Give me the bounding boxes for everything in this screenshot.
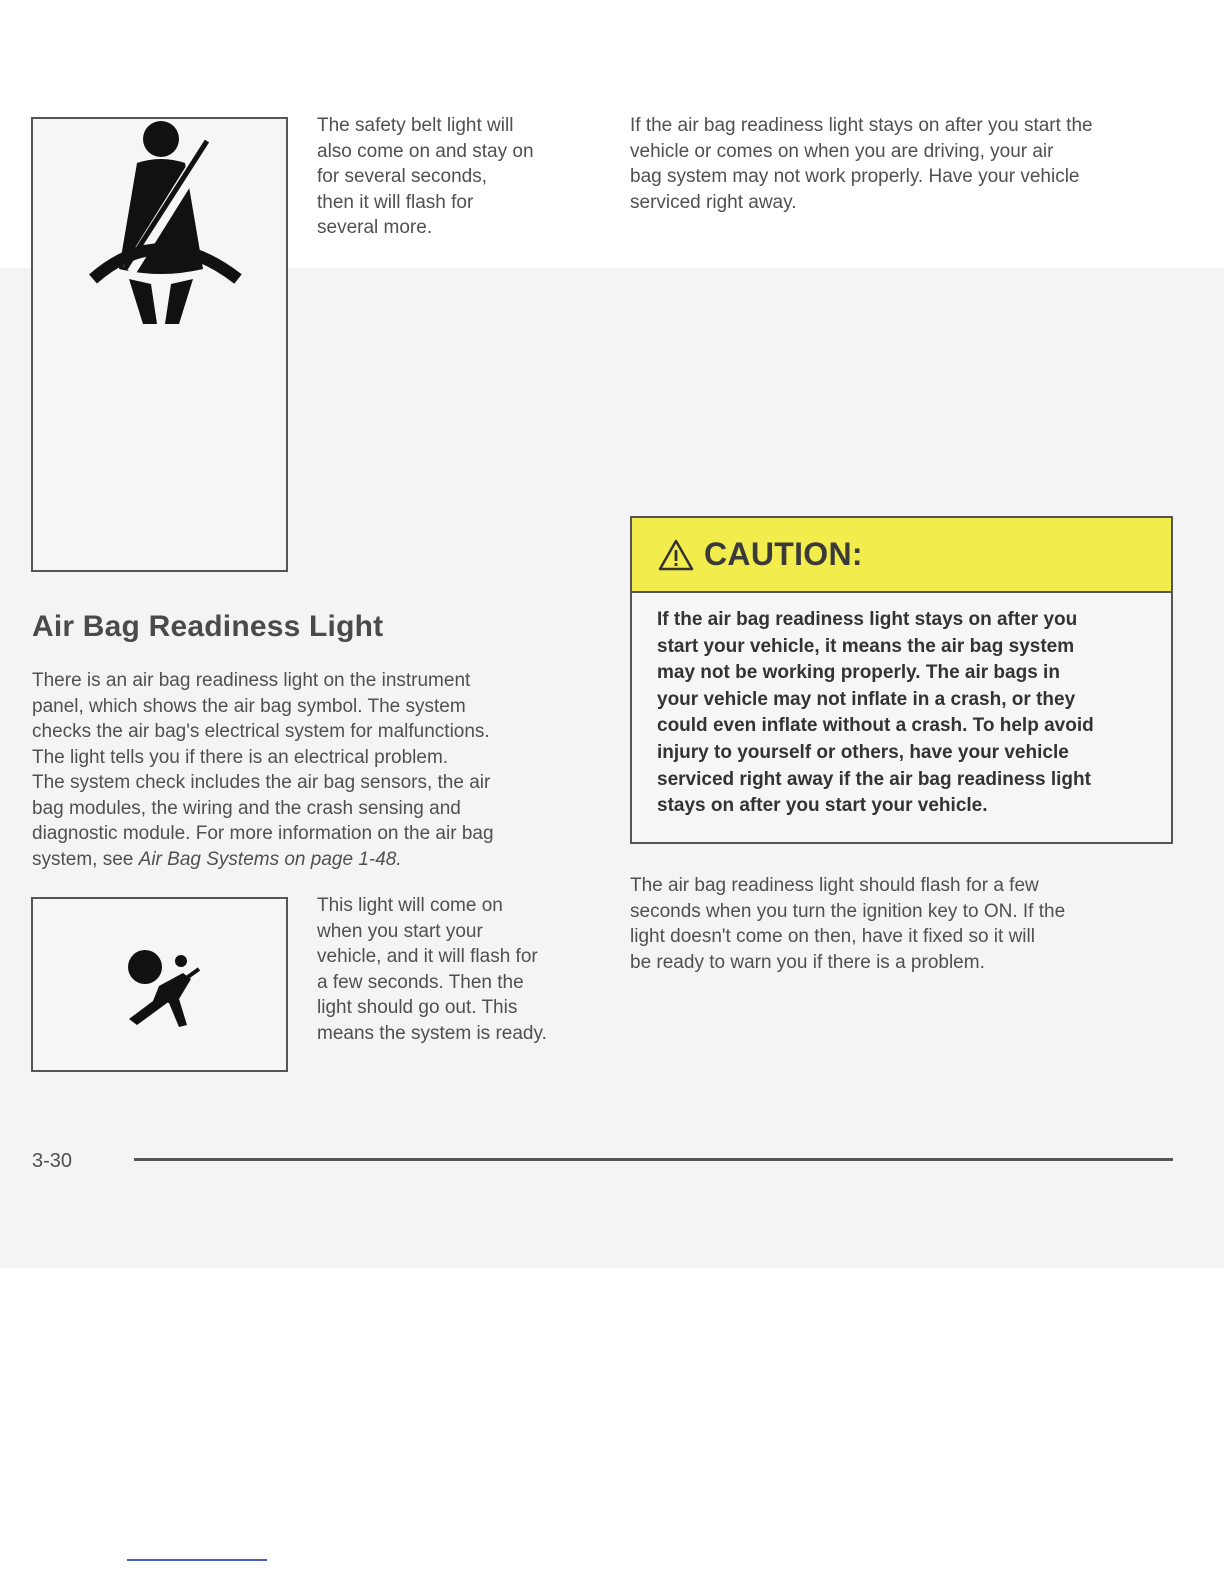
airbag-caption-line: vehicle, and it will flash for [317, 946, 538, 967]
airbag-caption-line: a few seconds. Then the [317, 971, 524, 993]
paragraph-line: There is an air bag readiness light on the instrument [32, 670, 471, 691]
bottom-link-underline [127, 1559, 267, 1561]
air-bag-readiness-paragraph [32, 668, 494, 872]
page-number: 3-30 [32, 1150, 73, 1172]
caution-line: If the air bag readiness light stays on after you [657, 609, 1078, 630]
air-bag-readiness-icon [33, 899, 286, 1070]
airbag-caption-line: when you start your [317, 920, 483, 942]
caution-line: start your vehicle, it means the air bag system [657, 635, 1075, 657]
caution-box [630, 516, 1173, 844]
caution-line: injury to yourself or others, have your vehicle [657, 741, 1069, 763]
paragraph-line: panel, which shows the air bag symbol. The system [32, 695, 466, 717]
outro-line: The air bag readiness light should flash for a few [630, 875, 1039, 896]
airbag-caption-line: means the system is ready. [317, 1022, 547, 1044]
airbag-caption-line: This light will come on [317, 895, 503, 916]
paragraph-line: The system check includes the air bag sensors, the air [32, 772, 491, 793]
paragraph-line: bag modules, the wiring and the crash sensing and [32, 797, 461, 819]
belt-caption-line: The safety belt light will [317, 115, 514, 136]
caution-line: may not be working properly. The air bags in [657, 662, 1060, 684]
air-bag-caption [317, 893, 547, 1046]
section-heading: Air Bag Readiness Light [32, 610, 384, 643]
intro-line: serviced right away. [630, 191, 797, 213]
outro-line: be ready to warn you if there is a problem. [630, 951, 985, 973]
caution-line: stays on after you start your vehicle. [657, 795, 988, 817]
caution-line: your vehicle may not inflate in a crash, or they [657, 688, 1076, 710]
caution-header [632, 518, 1171, 593]
intro-line: bag system may not work properly. Have your vehicle [630, 166, 1080, 187]
caution-line: could even inflate without a crash. To help avoid [657, 715, 1094, 737]
intro-line: If the air bag readiness light stays on after you start the [630, 115, 1093, 136]
paragraph-line: checks the air bag's electrical system for malfunctions. [32, 721, 490, 742]
air-bag-systems-link[interactable]: Air Bag Systems on page 1-48. [138, 848, 402, 870]
belt-caption-line: also come on and stay on [317, 140, 534, 162]
safety-belt-reminder-icon [33, 119, 286, 570]
paragraph-line: diagnostic module. For more information on the air bag [32, 823, 494, 844]
outro-line: light doesn't come on then, have it fixed so it will [630, 926, 1035, 947]
paragraph-line: The light tells you if there is an electrical problem. [32, 746, 449, 768]
air-bag-figure [31, 897, 288, 1072]
belt-caption-line: several more. [317, 217, 433, 238]
safety-belt-caption [317, 113, 534, 241]
outro-line: seconds when you turn the ignition key to ON. If the [630, 900, 1066, 922]
right-intro-paragraph [630, 113, 1093, 215]
warning-triangle-icon [658, 539, 694, 571]
belt-caption-line: for several seconds, [317, 166, 488, 187]
caution-title: CAUTION: [704, 536, 863, 572]
paragraph-last-prefix: system, see [32, 848, 139, 870]
paragraph-line-last [32, 847, 494, 873]
airbag-caption-line: light should go out. This [317, 997, 518, 1018]
intro-line: vehicle or comes on when you are driving, your air [630, 140, 1054, 162]
footer-rule [134, 1158, 1173, 1161]
safety-belt-image-box [31, 117, 288, 572]
belt-caption-line: then it will flash for [317, 191, 474, 213]
caution-line: serviced right away if the air bag readiness light [657, 768, 1091, 790]
caution-body [632, 593, 1171, 820]
right-outro-paragraph [630, 873, 1065, 975]
